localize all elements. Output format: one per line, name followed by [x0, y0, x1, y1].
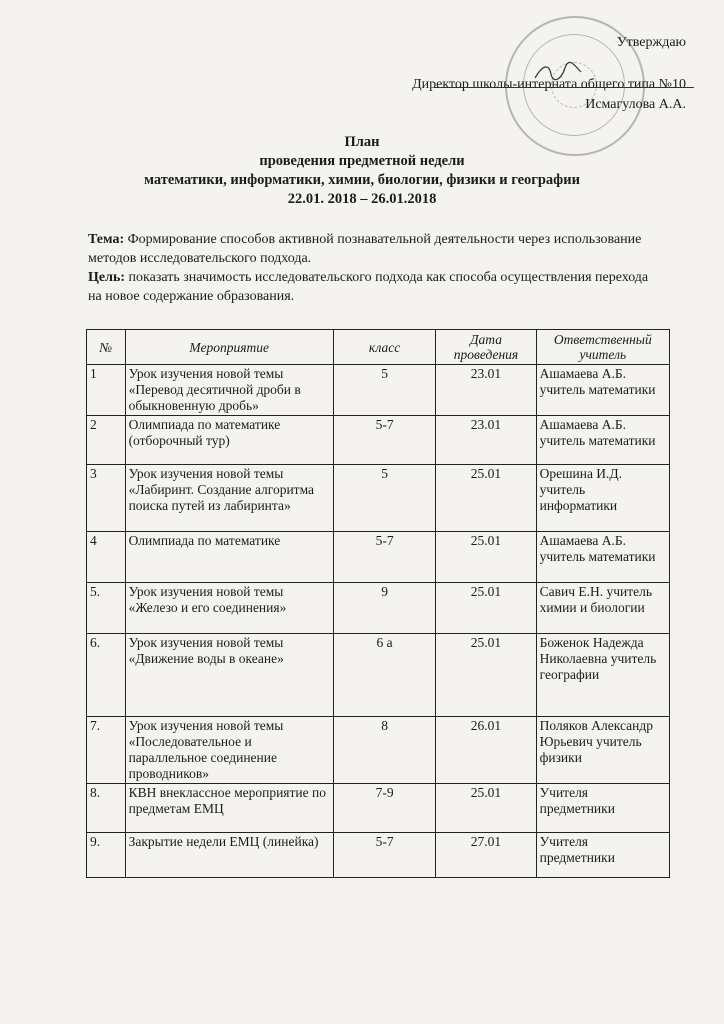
table-header-row — [87, 330, 670, 365]
cell-class: 5 — [333, 365, 435, 416]
cell-num: 2 — [87, 416, 126, 465]
cell-responsible: Поляков Александр Юрьевич учитель физики — [536, 717, 669, 784]
title-dates: 22.01. 2018 – 26.01.2018 — [287, 191, 437, 207]
theme-paragraph — [88, 230, 658, 268]
cell-event: Урок изучения новой темы «Движение воды в океане» — [125, 634, 333, 717]
cell-class: 5-7 — [333, 416, 435, 465]
table-row — [87, 717, 670, 784]
theme-label: Тема: — [88, 232, 125, 247]
cell-date: 25.01 — [436, 583, 536, 634]
title-line-2: проведения предметной недели — [259, 153, 465, 169]
cell-responsible: Учителя предметники — [536, 833, 669, 878]
table-row — [87, 465, 670, 532]
cell-class: 8 — [333, 717, 435, 784]
cell-date: 23.01 — [436, 365, 536, 416]
cell-num: 6. — [87, 634, 126, 717]
header-class: класс — [333, 330, 435, 365]
cell-class: 9 — [333, 583, 435, 634]
cell-num: 5. — [87, 583, 126, 634]
cell-responsible: Боженок Надежда Николаевна учитель географии — [536, 634, 669, 717]
approval-position: Директор школы-интерната общего типа №10 — [412, 77, 686, 92]
cell-responsible: Учителя предметники — [536, 784, 669, 833]
goal-paragraph — [88, 268, 658, 306]
cell-event: Урок изучения новой темы «Последовательное и параллельное соединение проводников» — [125, 717, 333, 784]
cell-class: 7-9 — [333, 784, 435, 833]
title-line-3: математики, информатики, химии, биологии, физики и географии — [144, 172, 580, 188]
goal-label: Цель: — [88, 270, 126, 285]
cell-responsible: Ашамаева А.Б. учитель математики — [536, 365, 669, 416]
goal-text: показать значимость исследовательского подхода как способа осуществления перехода на новое содержание образования. — [88, 270, 649, 304]
cell-date: 27.01 — [436, 833, 536, 878]
cell-num: 1 — [87, 365, 126, 416]
table-row — [87, 784, 670, 833]
approval-name: Исмагулова А.А. — [585, 97, 686, 112]
cell-event: Урок изучения новой темы «Лабиринт. Создание алгоритма поиска путей из лабиринта» — [125, 465, 333, 532]
table-row — [87, 833, 670, 878]
cell-responsible: Ашамаева А.Б. учитель математики — [536, 416, 669, 465]
cell-date: 26.01 — [436, 717, 536, 784]
cell-num: 3 — [87, 465, 126, 532]
cell-responsible: Орешина И.Д. учитель информатики — [536, 465, 669, 532]
table-row — [87, 365, 670, 416]
header-responsible: Ответственный учитель — [536, 330, 669, 365]
cell-responsible: Савич Е.Н. учитель химии и биологии — [536, 583, 669, 634]
table-row — [87, 583, 670, 634]
cell-class: 6 а — [333, 634, 435, 717]
table-row — [87, 634, 670, 717]
document-title — [0, 133, 724, 209]
cell-date: 25.01 — [436, 634, 536, 717]
header-num: № — [87, 330, 126, 365]
cell-event: Олимпиада по математике — [125, 532, 333, 583]
cell-date: 23.01 — [436, 416, 536, 465]
cell-event: Урок изучения новой темы «Железо и его соединения» — [125, 583, 333, 634]
signature-line — [434, 87, 694, 88]
cell-class: 5-7 — [333, 532, 435, 583]
cell-date: 25.01 — [436, 532, 536, 583]
approval-block — [412, 33, 686, 115]
cell-event: Олимпиада по математике (отборочный тур) — [125, 416, 333, 465]
table-row — [87, 416, 670, 465]
cell-event: Урок изучения новой темы «Перевод десятичной дроби в обыкновенную дробь» — [125, 365, 333, 416]
intro-section — [88, 230, 658, 306]
cell-num: 7. — [87, 717, 126, 784]
theme-text: Формирование способов активной познавательной деятельности через использование методов исследовательского подхода. — [88, 232, 642, 266]
header-event: Мероприятие — [125, 330, 333, 365]
header-date: Дата проведения — [436, 330, 536, 365]
cell-event: КВН внеклассное мероприятие по предметам ЕМЦ — [125, 784, 333, 833]
cell-num: 8. — [87, 784, 126, 833]
title-line-1: План — [344, 134, 380, 150]
cell-class: 5 — [333, 465, 435, 532]
events-table — [86, 329, 670, 878]
cell-date: 25.01 — [436, 784, 536, 833]
cell-class: 5-7 — [333, 833, 435, 878]
approval-title: Утверждаю — [616, 35, 686, 50]
table-row — [87, 532, 670, 583]
cell-responsible: Ашамаева А.Б. учитель математики — [536, 532, 669, 583]
cell-event: Закрытие недели ЕМЦ (линейка) — [125, 833, 333, 878]
cell-num: 4 — [87, 532, 126, 583]
cell-num: 9. — [87, 833, 126, 878]
cell-date: 25.01 — [436, 465, 536, 532]
